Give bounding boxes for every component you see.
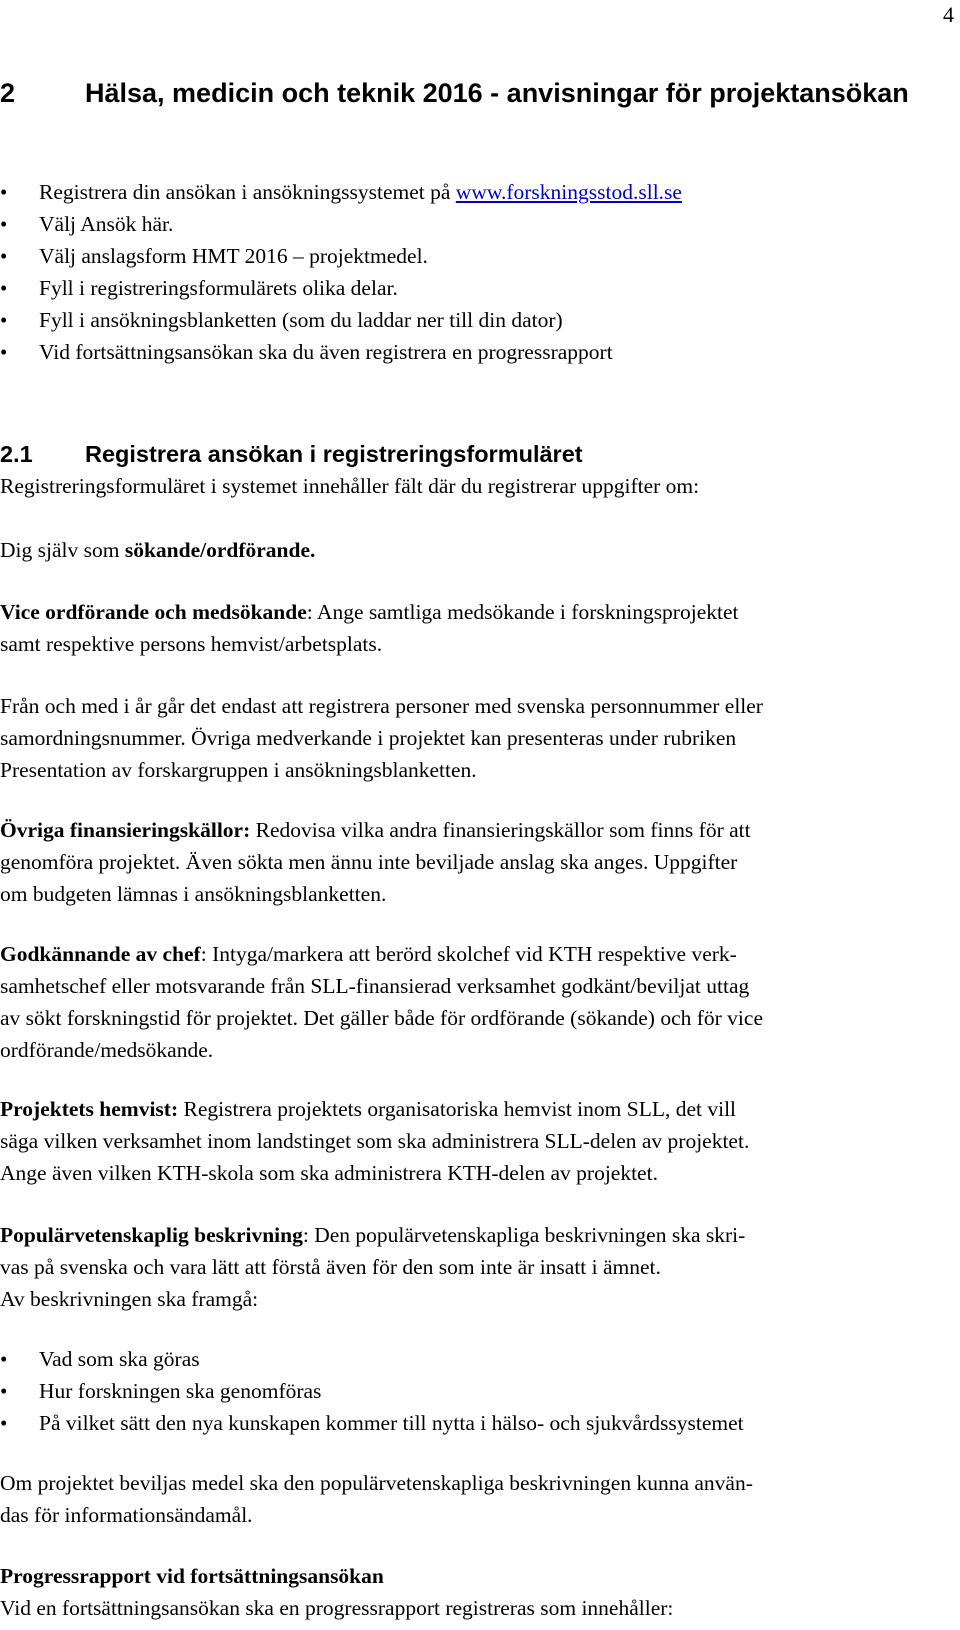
approval-paragraph: Godkännande av chef: Intyga/markera att berörd skolchef vid KTH respektive verk- samhetschef eller motsvarande från SLL-finansierad verksamhet godkänt/beviljat uttag av sökt forskningstid för projektet. Det gäller både för ordförande (sökande) och för vice ordförande/medsökande. — [0, 942, 763, 1062]
applicant-paragraph: Dig själv som sökande/ordförande. — [0, 538, 316, 562]
information-use-paragraph: Om projektet beviljas medel ska den populärvetenskapliga beskrivningen kunna använ- das för informationsändamål. — [0, 1471, 753, 1527]
intro-paragraph: Registreringsformuläret i systemet innehåller fält där du registrerar uppgifter om: — [0, 474, 700, 498]
popular-description-paragraph: Populärvetenskaplig beskrivning: Den populärvetenskapliga beskrivningen ska skri- vas på svenska och vara lätt att förstå även för den som inte är insatt i ämnet. Av beskrivningen ska framgå: — [0, 1223, 746, 1311]
list-item: • Välj anslagsform HMT 2016 – projektmedel. — [0, 240, 940, 272]
list-item: • Vid fortsättningsansökan ska du även registrera en progressrapport — [0, 336, 940, 368]
list-item: • Vad som ska göras — [0, 1343, 940, 1375]
list-item: • På vilket sätt den nya kunskapen kommer till nytta i hälso- och sjukvårdssystemet — [0, 1407, 940, 1439]
page-number: 4 — [943, 2, 954, 27]
list-item: • Välj Ansök här. — [0, 208, 940, 240]
home-paragraph: Projektets hemvist: Registrera projektets organisatoriska hemvist inom SLL, det vill säga vilken verksamhet inom landstinget som ska administrera SLL-delen av projektet. Ange även vilken KTH-skola som ska administrera KTH-delen av projektet. — [0, 1097, 750, 1185]
list-item: • Registrera din ansökan i ansökningssystemet på www.forskningsstod.sll.se — [0, 176, 940, 208]
list-item: • Hur forskningen ska genomföras — [0, 1375, 940, 1407]
section-number: 2 — [0, 78, 16, 108]
instruction-list — [0, 176, 940, 368]
vice-chair-paragraph: Vice ordförande och medsökande: Ange samtliga medsökande i forskningsprojektet samt respektive persons hemvist/arbetsplats. — [0, 600, 739, 656]
website-link[interactable]: www.forskningsstod.sll.se — [455, 180, 682, 204]
list-item: • Fyll i registreringsformulärets olika delar. — [0, 272, 940, 304]
subsection-number: 2.1 — [0, 441, 33, 467]
list-item: • Fyll i ansökningsblanketten (som du laddar ner till din dator) — [0, 304, 940, 336]
financing-paragraph: Övriga finansieringskällor: Redovisa vilka andra finansieringskällor som finns för att genomföra projektet. Även sökta men ännu inte beviljade anslag ska anges. Uppgifter om budgeten lämnas i ansökningsblanketten. — [0, 818, 751, 906]
description-list — [0, 1343, 940, 1439]
registration-note-paragraph: Från och med i år går det endast att registrera personer med svenska personnummer eller samordningsnummer. Övriga medverkande i projektet kan presenteras under rubriken Presentation av forskargruppen i ansökningsblanketten. — [0, 694, 763, 782]
section-title: Hälsa, medicin och teknik 2016 - anvisningar för projektansökan — [85, 78, 909, 108]
section-heading — [0, 75, 940, 111]
subsection-heading — [0, 438, 583, 470]
progress-report-paragraph: Progressrapport vid fortsättningsansökan Vid en fortsättningsansökan ska en progressrapport registreras som innehåller: — [0, 1564, 674, 1620]
subsection-title: Registrera ansökan i registreringsformuläret — [85, 441, 583, 467]
